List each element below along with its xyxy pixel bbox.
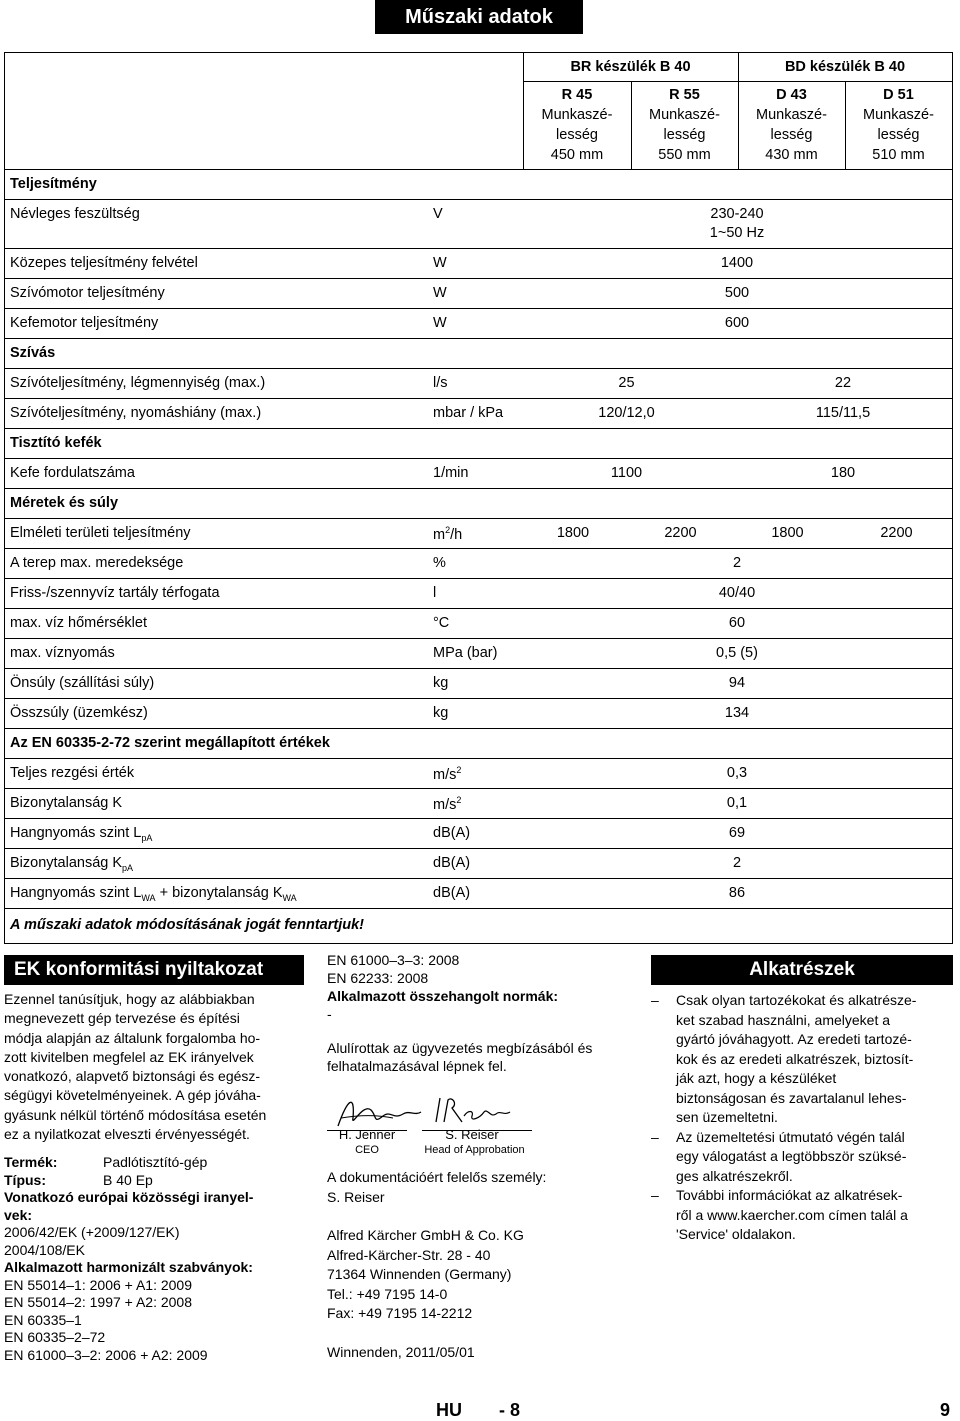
section-suction: Szívás	[10, 345, 56, 361]
row-value: 0,3	[726, 765, 748, 781]
row-value: 115/11,5	[815, 405, 871, 421]
row-unit: l/s	[433, 375, 448, 391]
row-unit: dB(A)	[433, 885, 471, 901]
parts-heading: Alkatrészek	[651, 955, 953, 985]
row-unit: %	[433, 555, 446, 571]
parts-list	[651, 991, 953, 1245]
row-unit: °C	[433, 615, 450, 631]
section-brushes: Tisztító kefék	[10, 435, 102, 451]
footer-lang: HU	[436, 1400, 462, 1420]
row-unit: dB(A)	[433, 855, 471, 871]
row-value: 120/12,0	[598, 405, 655, 421]
footnote: A műszaki adatok módosításának jogát fenntartjuk!	[10, 917, 364, 933]
row-label: Hangnyomás szint $L_{pA}$	[10, 825, 153, 843]
row-label: Teljes rezgési érték	[10, 765, 135, 781]
row-label: Kefe fordulatszáma	[10, 465, 135, 481]
table-header	[4, 52, 953, 170]
row-unit: 1/min	[433, 465, 469, 481]
row-value: 2	[732, 855, 742, 871]
row-unit: W	[433, 315, 447, 331]
section-en-values: Az EN 60335-2-72 szerint megállapított értékek	[10, 735, 330, 751]
row-value: 180	[830, 465, 856, 481]
row-value: 0,1	[726, 795, 748, 811]
row-unit: MPa (bar)	[433, 645, 498, 661]
row-label: Közepes teljesítmény felvétel	[10, 255, 198, 271]
footer-page-number: 9	[940, 1400, 951, 1420]
footer-page: - 8	[499, 1400, 521, 1420]
row-unit: kg	[433, 675, 449, 691]
row-label: Hangnyomás szint $L_{WA}$ + bizonytalanság $K_{WA}$	[10, 885, 297, 903]
row-value: 94	[728, 675, 746, 691]
row-label: Önsúly (szállítási súly)	[10, 675, 155, 691]
ek-details: Termék: Padlótisztító-gép Típus: B 40 Ep Vonatkozó európai közösségi iranyel- vek: 2006/42/EK (+2009/127/EK) 2004/108/EK Alkalmazott harmonizált szabványok: EN 55014–1: 2006 + A1: 2009 EN 55014–2: 1997 + A2: 2008 EN 60335–1 EN 60335–2–72 EN 61000–3–2: 2006 + A2: 2009	[4, 1154, 254, 1363]
row-label: Bizonytalanság K	[10, 795, 123, 811]
row-label: max. víz hőmérséklet	[10, 615, 147, 631]
row-label: Névleges feszültség	[10, 206, 140, 222]
list-item: – További információkat az alkatrések- ről a www.kaercher.com címen talál a 'Service' oldalakon.	[651, 1187, 908, 1242]
middle-column: EN 61000–3–3: 2008 EN 62233: 2008 Alkalmazott összehangolt normák: - Alulírottak az ügyvezetés megbízásából és felhatalmazásával lépnek fel.	[327, 952, 593, 1074]
row-unit: $m/s^2$	[433, 795, 462, 813]
row-unit: W	[433, 255, 447, 271]
row-unit: l	[433, 585, 437, 601]
row-unit: mbar / kPa	[433, 405, 504, 421]
model-r55: R 55 Munkaszé- lesség 550 mm	[649, 87, 720, 163]
row-value: 134	[724, 705, 750, 721]
row-value: 60	[728, 615, 746, 631]
row-label: max. víznyomás	[10, 645, 115, 661]
row-label: A terep max. meredeksége	[10, 555, 184, 571]
sig2-role: Head of Approbation	[424, 1144, 525, 1156]
row-value: 1~50 Hz	[709, 225, 765, 241]
row-label: Összsúly (üzemkész)	[10, 705, 148, 721]
row-value: 25	[618, 375, 635, 391]
row-value: 230-240	[710, 206, 764, 222]
row-label: Szívóteljesítmény, légmennyiség (max.)	[10, 375, 266, 391]
list-item: – Csak olyan tartozékokat és alkatrésze- ket szabad használni, amelyeket a gyártó jóváhagyott. Az eredeti tartozé- kok és az eredeti alkatrészek, biztosít- ják azt, hogy a készüléket biztonságosan és zavartalanul lehes- sen üzemeltetni.	[651, 992, 917, 1125]
row-value: 1800	[771, 525, 804, 541]
row-value: 1400	[720, 255, 754, 271]
row-label: Kefemotor teljesítmény	[10, 315, 159, 331]
signature-jenner	[333, 1088, 423, 1132]
row-label: Elméleti területi teljesítmény	[10, 525, 191, 541]
row-label: Bizonytalanság $K_{pA}$	[10, 855, 134, 873]
model-d51: D 51 Munkaszé- lesség 510 mm	[863, 87, 934, 163]
row-value: 1100	[610, 465, 643, 481]
row-label: Friss-/szennyvíz tartály térfogata	[10, 585, 220, 601]
row-value: 22	[834, 375, 852, 391]
row-value: 2200	[880, 525, 913, 541]
list-item: – Az üzemeltetési útmutató végén talál egy válogatást a legtöbbször szüksé- ges alkatrészekről.	[651, 1128, 907, 1184]
row-unit: W	[433, 285, 447, 301]
row-value: 69	[728, 825, 746, 841]
row-value: 500	[724, 285, 750, 301]
row-value: 86	[728, 885, 746, 901]
signature-reiser	[432, 1092, 512, 1128]
row-value: 2200	[664, 525, 697, 541]
section-performance: Teljesítmény	[10, 176, 97, 192]
model-d43: D 43 Munkaszé- lesség 430 mm	[756, 87, 827, 163]
row-unit: $m^2/h$	[433, 525, 463, 543]
page-title: Műszaki adatok	[375, 0, 583, 34]
row-unit: V	[433, 206, 443, 222]
sig2-name: S. Reiser	[445, 1127, 499, 1142]
row-label: Szívómotor teljesítmény	[10, 285, 165, 301]
row-value: 0,5 (5)	[716, 645, 758, 661]
group-bd: BD készülék B 40	[784, 59, 906, 75]
group-br: BR készülék B 40	[570, 59, 691, 75]
sig1-name: H. Jenner	[338, 1127, 396, 1142]
row-value: 600	[724, 315, 750, 331]
middle-contact: A dokumentációért felelős személy: S. Reiser Alfred Kärcher GmbH & Co. KG Alfred-Kärcher-Str. 28 - 40 71364 Winnenden (Germany) Tel.: +49 7195 14-0 Fax: +49 7195 14-2212 Winnenden, 2011/05/01	[327, 1169, 547, 1360]
row-value: 2	[732, 555, 742, 571]
row-label: Szívóteljesítmény, nyomáshiány (max.)	[10, 405, 262, 421]
row-unit: $m/s^2$	[433, 765, 462, 783]
model-r45: R 45 Munkaszé- lesség 450 mm	[541, 87, 613, 163]
section-dimensions: Méretek és súly	[10, 495, 119, 511]
ek-body: Ezennel tanúsítjuk, hogy az alábbiakban megnevezett gép tervezése és építési módja alapján az általunk forgalomba ho- zott kivitelben megfelel az EK irányelvek vonatkozó, alapvető biztonsági és egész- ségügyi követelményeinek. A gép jóváha- gyásunk nélkül történő módosítása esetén ez a nyilatkozat elveszti érvényességét.	[4, 991, 267, 1143]
row-value: 40/40	[718, 585, 756, 601]
row-unit: dB(A)	[433, 825, 471, 841]
ek-heading: EK konformitási nyiltakozat	[4, 955, 304, 985]
sig1-role: CEO	[355, 1144, 379, 1156]
row-value: 1800	[556, 525, 590, 541]
row-unit: kg	[433, 705, 449, 721]
